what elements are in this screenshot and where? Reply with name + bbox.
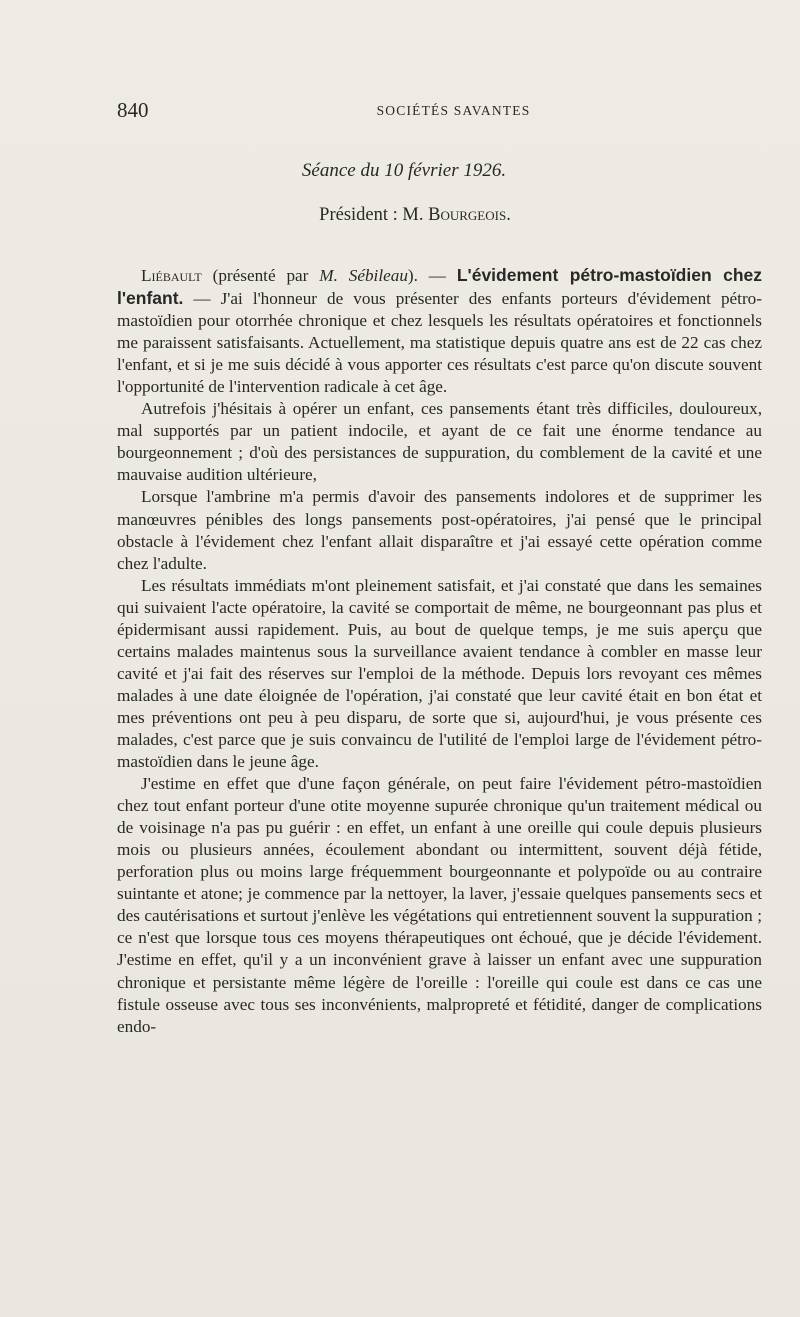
- paragraph-5: J'estime en effet que d'une façon générale, on peut faire l'évidement pétro-mastoïdien chez tout enfant porteur d'une otite moyenne supurée chronique qu'un traitement médical ou de voisinage n'a pas pu guérir : en effet, un enfant à une oreille qui coule depuis plusieurs mois ou plusieurs années, écoulement abondant ou intermittent, souvent déjà fétide, perforation plus ou moins large fréquemment bourgeonnante et polypoïde ou au contraire suintante et atone; je commence par la nettoyer, la laver, j'essaie quelques pansements secs et des cautérisations et surtout j'enlève les végétations qui entretiennent souvent la suppuration ; ce n'est que lorsque tous ces moyens thérapeutiques ont échoué, que je décide l'évidement. J'estime en effet, qu'il y a un inconvénient grave à laisser un enfant avec une suppuration chronique et persistante même légère de l'oreille : l'oreille qui coule est dans ce cas une fistule osseuse avec tous ses inconvénients, malpropreté et fétidité, danger de complications endo-: [117, 774, 762, 1036]
- running-head: [117, 98, 762, 124]
- article-body: [117, 264, 762, 1038]
- president-line: [0, 205, 800, 226]
- paragraph-2: Autrefois j'hésitais à opérer un enfant, ces pansements étant très difficiles, douloureux, mal supportés par un patient indocile, et ayant de ce fait une énorme tendance au bourgeonnement ; d'où des persistances de suppuration, du comblement de la cavité et une mauvaise audition ultérieure,: [117, 399, 762, 485]
- session-date: Séance du 10 février 1926.: [301, 160, 507, 181]
- running-title: SOCIÉTÉS SAVANTES: [376, 103, 531, 118]
- article-title: L'évidement pétro-mastoïdien chez l'enfant.: [117, 265, 762, 309]
- president-label: Président : M.: [319, 205, 429, 225]
- paragraph-1-text: — J'ai l'honneur de vous présenter des enfants porteurs d'évidement pétro-mastoïdien pour otorrhée chronique et chez lesquels les résultats opératoires et fonctionnels me paraissent satisfaisants. Actuellement, ma statistique depuis quatre ans est de 22 cas chez l'enfant, et si je me suis décidé à vous apporter ces résultats c'est parce qu'on discute souvent l'opportunité de l'intervention radicale à cet âge.: [117, 289, 762, 397]
- president-name: Bourgeois.: [428, 205, 511, 225]
- paragraph-3: Lorsque l'ambrine m'a permis d'avoir des pansements indolores et de supprimer les manœuvres pénibles des longs pansements post-opératoires, j'ai pensé que le principal obstacle à l'évidement chez l'enfant allait disparaître et j'ai essayé cette opération comme chez l'adulte.: [117, 487, 762, 573]
- paragraph-1: [117, 264, 762, 398]
- presented-open: (présenté par: [201, 266, 320, 285]
- author-name: Liébault: [141, 266, 202, 285]
- page-number: 840: [117, 98, 149, 122]
- paragraph-4: Les résultats immédiats m'ont pleinement satisfait, et j'ai constaté que dans les semaines qui suivaient l'acte opératoire, la cavité se comportait de même, ne bourgeonnant pas plus et épidermisant aussi rapidement. Puis, au bout de quelque temps, je me suis aperçu que certains malades maintenus sous la surveillance avaient tendance à combler en masse leur cavité et j'ai fait des réserves sur l'emploi de la méthode. Depuis lors revoyant ces mêmes malades à une date éloignée de l'opération, j'ai constaté que leur cavité était en bon état et mes préventions ont peu à peu disparu, de sorte que si, aujourd'hui, je vous présente ces malades, c'est parce que je suis convaincu de l'utilité de l'emploi large de l'évidement pétro-mastoïdien dans le jeune âge.: [117, 575, 762, 772]
- presenter-name: M. Sébileau: [319, 266, 408, 285]
- presented-close: ). —: [407, 266, 457, 285]
